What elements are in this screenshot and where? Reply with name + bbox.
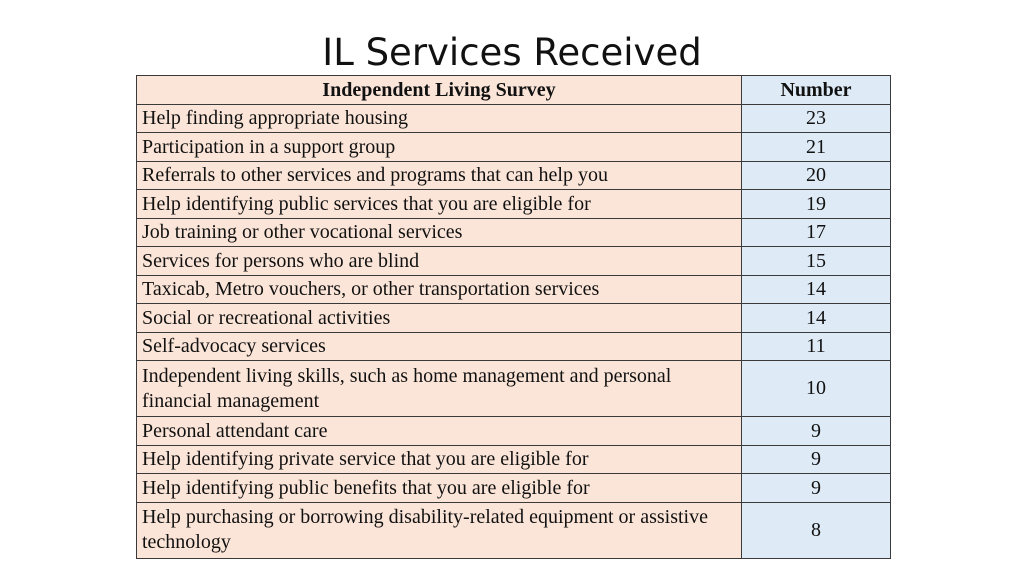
number-cell: 9 <box>742 417 891 446</box>
service-cell: Help finding appropriate housing <box>137 104 742 133</box>
number-cell: 9 <box>742 445 891 474</box>
service-cell: Help identifying private service that you are eligible for <box>137 445 742 474</box>
service-cell: Independent living skills, such as home management and personal financial management <box>137 361 742 417</box>
table-row <box>137 133 891 162</box>
services-table <box>136 75 891 559</box>
service-cell: Participation in a support group <box>137 133 742 162</box>
table-row <box>137 161 891 190</box>
number-cell: 20 <box>742 161 891 190</box>
table-row <box>137 304 891 333</box>
number-cell: 14 <box>742 275 891 304</box>
table-row <box>137 417 891 446</box>
number-cell: 23 <box>742 104 891 133</box>
table-row <box>137 502 891 558</box>
service-cell: Self-advocacy services <box>137 332 742 361</box>
table-row <box>137 361 891 417</box>
table-row <box>137 218 891 247</box>
number-cell: 17 <box>742 218 891 247</box>
service-cell: Help identifying public benefits that you are eligible for <box>137 474 742 503</box>
service-cell: Social or recreational activities <box>137 304 742 333</box>
number-cell: 10 <box>742 361 891 417</box>
service-cell: Personal attendant care <box>137 417 742 446</box>
table-row <box>137 474 891 503</box>
service-cell: Referrals to other services and programs that can help you <box>137 161 742 190</box>
column-header-number: Number <box>742 76 891 105</box>
table-row <box>137 104 891 133</box>
table-header-row <box>137 76 891 105</box>
column-header-survey: Independent Living Survey <box>137 76 742 105</box>
service-cell: Help identifying public services that you are eligible for <box>137 190 742 219</box>
number-cell: 14 <box>742 304 891 333</box>
table-row <box>137 275 891 304</box>
slide-title: IL Services Received <box>322 31 702 74</box>
service-cell: Services for persons who are blind <box>137 247 742 276</box>
number-cell: 11 <box>742 332 891 361</box>
table-row <box>137 445 891 474</box>
number-cell: 21 <box>742 133 891 162</box>
number-cell: 19 <box>742 190 891 219</box>
service-cell: Taxicab, Metro vouchers, or other transportation services <box>137 275 742 304</box>
service-cell: Help purchasing or borrowing disability-related equipment or assistive technology <box>137 502 742 558</box>
table-row <box>137 190 891 219</box>
table-row <box>137 332 891 361</box>
service-cell: Job training or other vocational services <box>137 218 742 247</box>
number-cell: 8 <box>742 502 891 558</box>
table-row <box>137 247 891 276</box>
number-cell: 9 <box>742 474 891 503</box>
number-cell: 15 <box>742 247 891 276</box>
